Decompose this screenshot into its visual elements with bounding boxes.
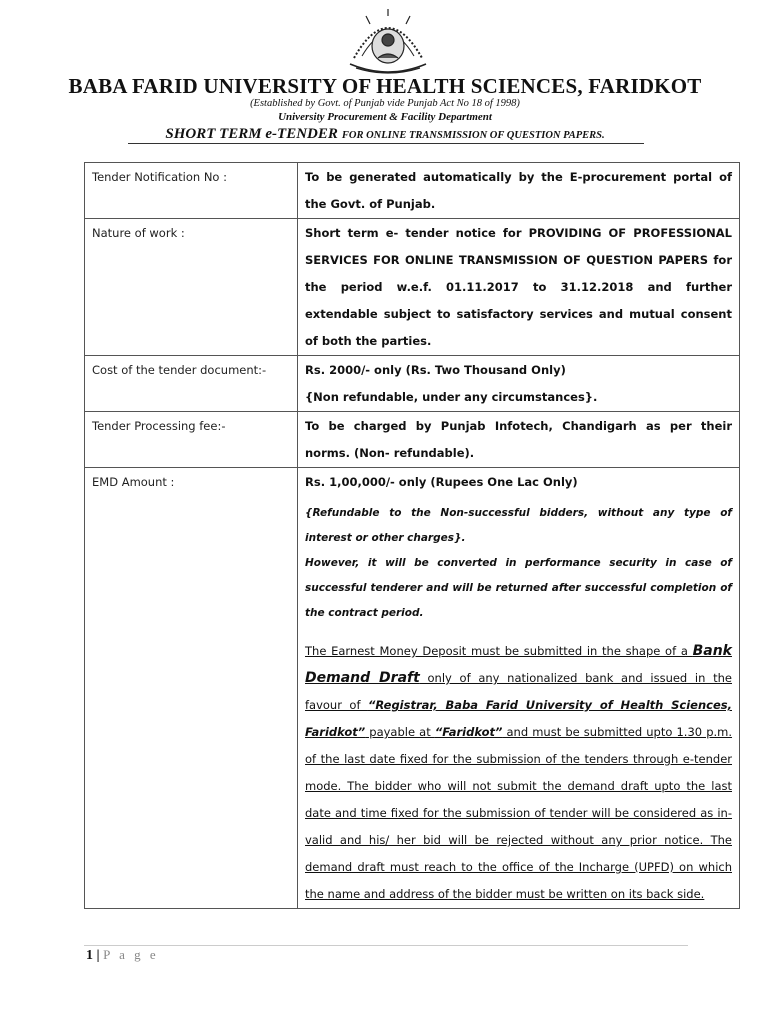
row-value <box>298 356 740 412</box>
tender-heading-main: SHORT TERM e-TENDER <box>165 126 338 142</box>
heading-underline <box>128 143 644 144</box>
row-label: EMD Amount : <box>85 468 298 909</box>
tender-cost-note: {Non refundable, under any circumstances}. <box>305 390 598 404</box>
table-row <box>85 412 740 468</box>
tender-details-table <box>84 162 740 909</box>
department-name: University Procurement & Facility Department <box>278 111 492 123</box>
bank-demand-draft-text: Bank Demand Draft <box>305 643 732 686</box>
table-row <box>85 356 740 412</box>
emd-submission-instructions <box>305 626 732 908</box>
row-label: Tender Processing fee:- <box>85 412 298 468</box>
emd-refund-note: {Refundable to the Non-successful bidders, without any type of interest or other charges}. <box>305 507 732 544</box>
emd-text-1: The Earnest Money Deposit must be submitted in the shape of a <box>305 644 693 658</box>
registrar-text: “Registrar, Baba Farid University of Health Sciences, Faridkot” <box>305 698 732 739</box>
footer-divider <box>84 945 688 946</box>
faridkot-text: “Faridkot” <box>434 725 503 739</box>
page-word: P a g e <box>103 947 159 962</box>
emd-amount: Rs. 1,00,000/- only (Rupees One Lac Only) <box>305 475 578 489</box>
row-label: Tender Notification No : <box>85 163 298 219</box>
emd-performance-note: However, it will be converted in performance security in case of successful tenderer and will be returned after successful completion of the contract period. <box>305 557 732 619</box>
page-separator: | <box>96 948 100 963</box>
emd-text-2: only of any nationalized bank and issued in the favour of <box>305 671 732 712</box>
row-value <box>298 468 740 909</box>
emd-text-3: payable at <box>365 725 435 739</box>
page-footer <box>86 947 159 964</box>
page-number: 1 <box>86 948 93 963</box>
row-value: To be charged by Punjab Infotech, Chandigarh as per their norms. (Non- refundable). <box>298 412 740 468</box>
establishment-note: (Established by Govt. of Punjab vide Punjab Act No 18 of 1998) <box>250 98 520 109</box>
tender-heading-sub: FOR ONLINE TRANSMISSION OF QUESTION PAPERS. <box>341 130 605 141</box>
university-emblem-icon <box>340 6 436 80</box>
university-title: BABA FARID UNIVERSITY OF HEALTH SCIENCES, FARIDKOT <box>68 74 702 98</box>
tender-cost: Rs. 2000/- only (Rs. Two Thousand Only) <box>305 363 566 377</box>
row-value: To be generated automatically by the E-procurement portal of the Govt. of Punjab. <box>298 163 740 219</box>
table-row <box>85 468 740 909</box>
tender-heading <box>0 125 770 143</box>
table-row <box>85 163 740 219</box>
row-label: Nature of work : <box>85 219 298 356</box>
emd-text-4: and must be submitted upto 1.30 p.m. of the last date fixed for the submission of the tenders through e-tender mode. The bidder who will not submit the demand draft upto the last date and time fixed for the submission of tender will be considered as in-valid and his/ her bid will be rejected without any prior notice. The demand draft must reach to the office of the Incharge (UPFD) on which the name and address of the bidder must be written on its back side. <box>305 725 733 901</box>
table-row <box>85 219 740 356</box>
row-label: Cost of the tender document:- <box>85 356 298 412</box>
row-value: Short term e- tender notice for PROVIDING OF PROFESSIONAL SERVICES FOR ONLINE TRANSMISSION OF QUESTION PAPERS for the period w.e.f. 01.11.2017 to 31.12.2018 and further extendable subject to satisfactory services and mutual consent of both the parties. <box>298 219 740 356</box>
